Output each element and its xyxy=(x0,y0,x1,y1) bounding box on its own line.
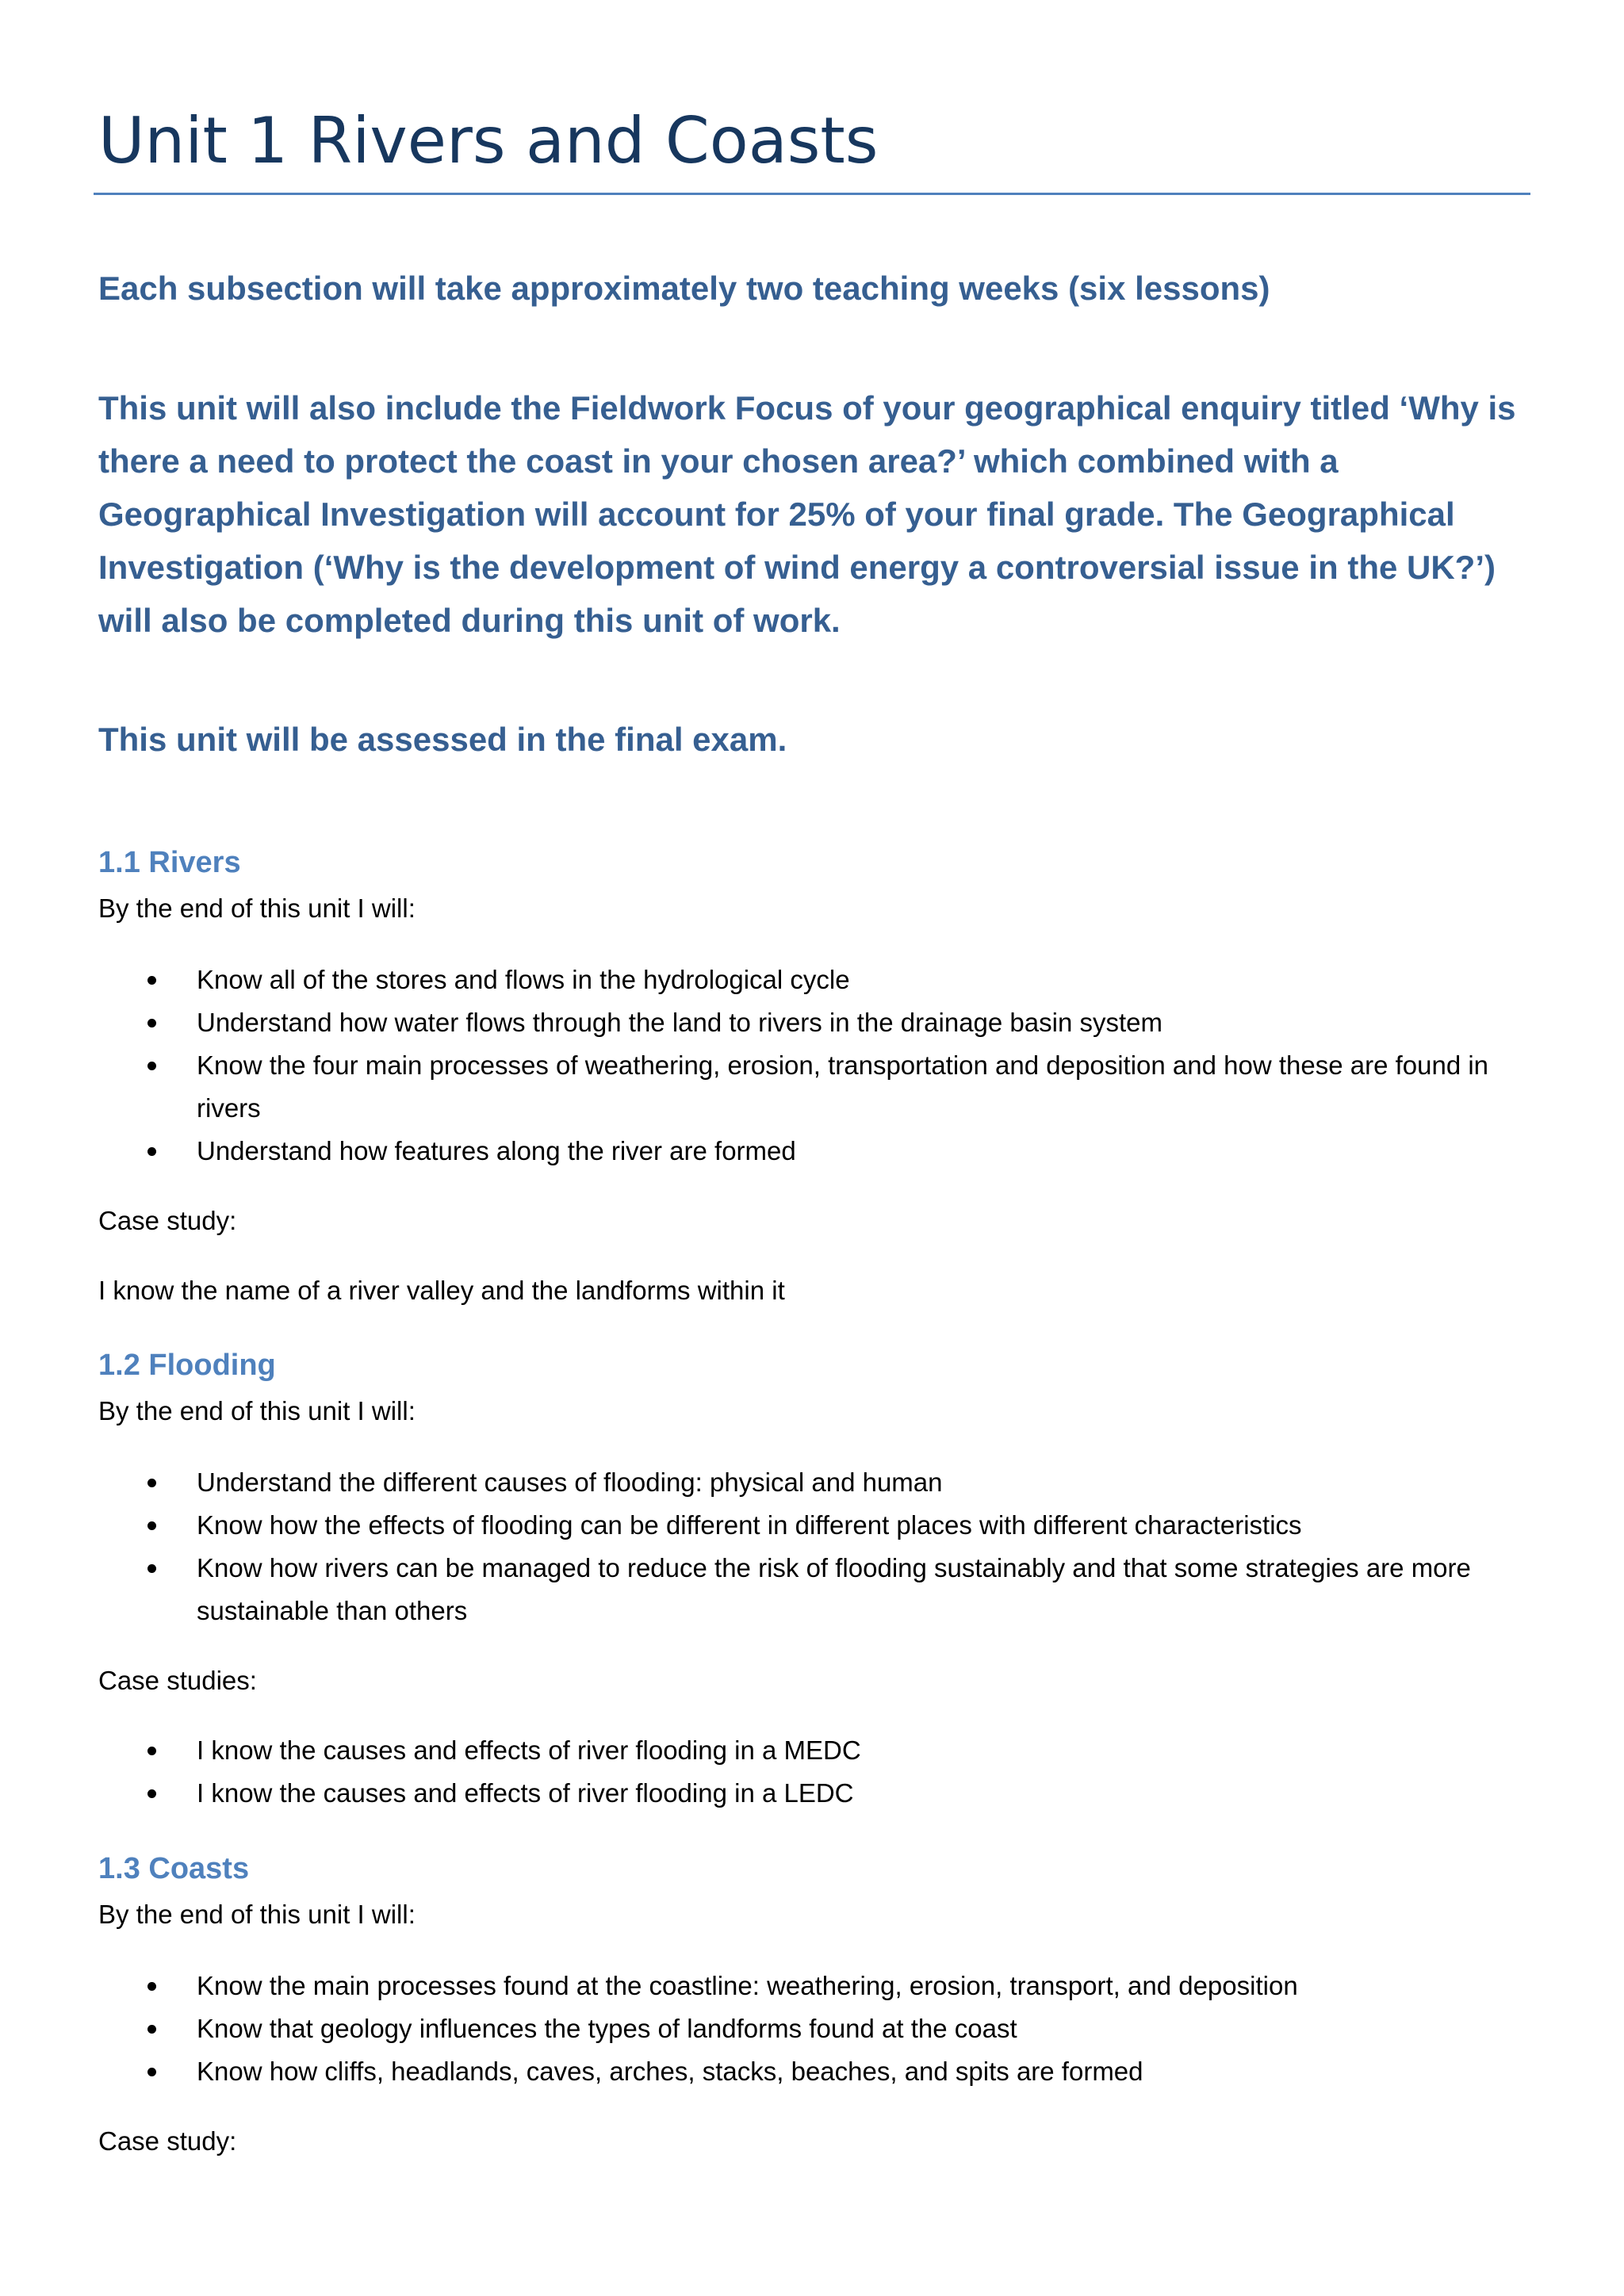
bullet-icon xyxy=(147,1479,156,1487)
list-item xyxy=(98,1547,1526,1632)
list-item-text: Understand how water flows through the land to rivers in the drainage basin system xyxy=(197,1008,1162,1037)
bullet-icon xyxy=(147,1982,156,1991)
list-item xyxy=(98,1504,1526,1547)
bullet-icon xyxy=(147,1521,156,1530)
list-item-text: Understand the different causes of flooding: physical and human xyxy=(197,1468,943,1497)
list-item-text: Know how rivers can be managed to reduce the risk of flooding sustainably and that some strategies are more sustainable than others xyxy=(197,1553,1471,1625)
section-heading: 1.3 Coasts xyxy=(98,1852,250,1885)
case-study-list xyxy=(98,1729,1526,1815)
bullet-icon xyxy=(147,1564,156,1573)
list-item xyxy=(98,1044,1526,1130)
bullet-icon xyxy=(147,1019,156,1027)
bullet-icon xyxy=(147,1062,156,1070)
bullet-icon xyxy=(147,1147,156,1156)
section-lead: By the end of this unit I will: xyxy=(98,1900,416,1929)
case-study-label: Case study: xyxy=(98,1206,237,1235)
list-item-text: Know the four main processes of weathering, erosion, transportation and deposition and how these are found in rivers xyxy=(197,1050,1489,1123)
list-item xyxy=(98,959,1526,1001)
list-item-text: I know the causes and effects of river flooding in a MEDC xyxy=(197,1735,861,1765)
bullet-icon xyxy=(147,2025,156,2034)
bullet-list xyxy=(98,959,1526,1173)
list-item xyxy=(98,1461,1526,1504)
bullet-icon xyxy=(147,2068,156,2076)
intro-duration: Each subsection will take approximately two teaching weeks (six lessons) xyxy=(98,270,1270,307)
bullet-list xyxy=(98,1461,1526,1632)
section-rivers xyxy=(98,843,1526,1312)
bullet-list xyxy=(98,1965,1526,2093)
section-heading: 1.2 Flooding xyxy=(98,1349,276,1382)
list-item-text: Understand how features along the river are formed xyxy=(197,1136,796,1165)
bullet-icon xyxy=(147,1747,156,1755)
list-item xyxy=(98,2050,1526,2093)
section-lead: By the end of this unit I will: xyxy=(98,1396,416,1425)
case-study-label: Case study: xyxy=(98,2126,237,2156)
page-title: Unit 1 Rivers and Coasts xyxy=(98,104,879,178)
intro-assessment: This unit will be assessed in the final exam. xyxy=(98,721,787,758)
list-item-text: Know how the effects of flooding can be different in different places with different characteristics xyxy=(197,1510,1302,1540)
list-item xyxy=(98,1130,1526,1173)
section-flooding xyxy=(98,1345,1526,1815)
list-item xyxy=(98,1772,1526,1815)
list-item xyxy=(98,2007,1526,2050)
intro-fieldwork: This unit will also include the Fieldwork Focus of your geographical enquiry titled ‘Why is there a need to protect the coast in your chosen area?’ which combined with a Geographical Investigation will account for 25% of your final grade. The Geographical Investigation (‘Why is the development of wind energy a controversial issue in the UK?’) will also be completed during this unit of work. xyxy=(98,389,1516,639)
bullet-icon xyxy=(147,1789,156,1798)
list-item xyxy=(98,1001,1526,1044)
section-coasts xyxy=(98,1849,1526,2163)
section-lead: By the end of this unit I will: xyxy=(98,894,416,923)
list-item xyxy=(98,1965,1526,2007)
list-item-text: Know how cliffs, headlands, caves, arches, stacks, beaches, and spits are formed xyxy=(197,2057,1143,2086)
case-study-label: Case studies: xyxy=(98,1666,257,1695)
list-item-text: Know that geology influences the types of landforms found at the coast xyxy=(197,2014,1017,2043)
list-item-text: Know the main processes found at the coastline: weathering, erosion, transport, and deposition xyxy=(197,1971,1298,2000)
list-item-text: Know all of the stores and flows in the hydrological cycle xyxy=(197,965,850,994)
section-heading: 1.1 Rivers xyxy=(98,846,241,879)
list-item xyxy=(98,1729,1526,1772)
bullet-icon xyxy=(147,976,156,985)
list-item-text: I know the causes and effects of river flooding in a LEDC xyxy=(197,1778,854,1808)
title-underline xyxy=(94,193,1530,195)
case-study-text: I know the name of a river valley and the landforms within it xyxy=(98,1276,785,1305)
